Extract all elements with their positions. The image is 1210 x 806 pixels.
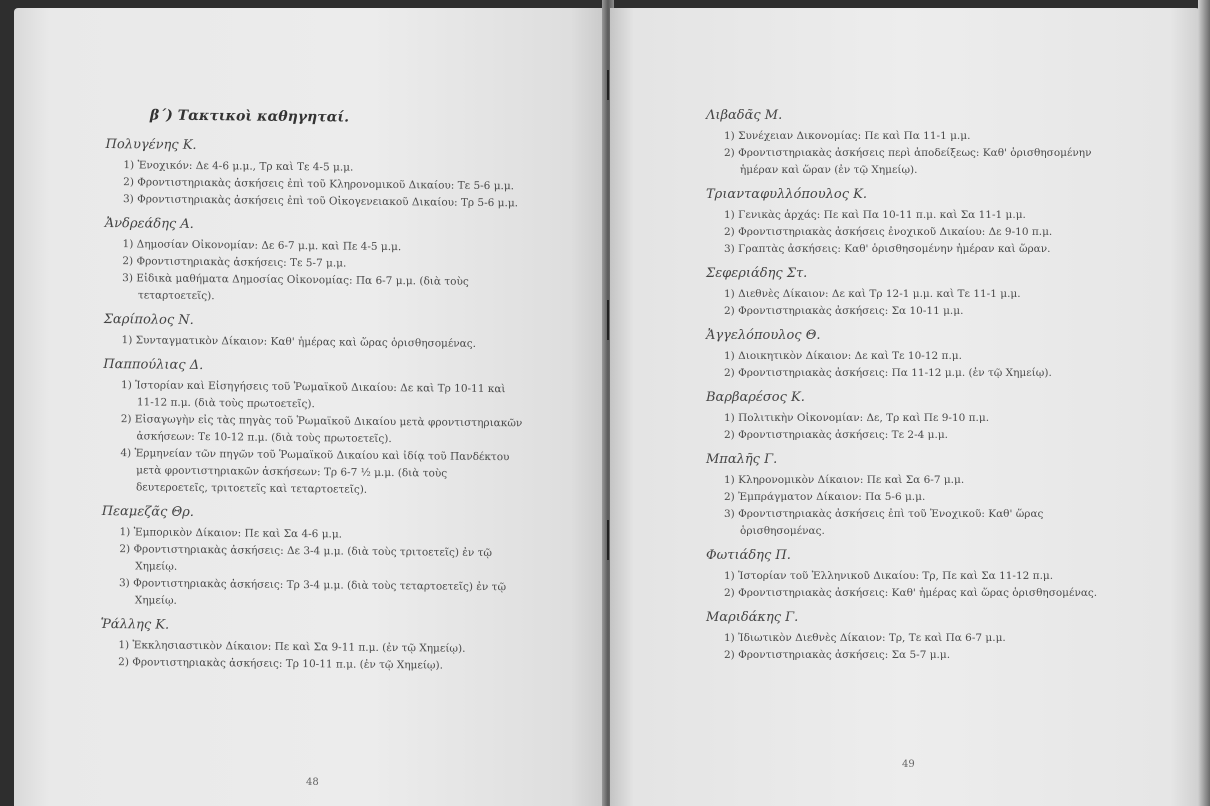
- professor-name: Μπαλῆς Γ.: [706, 452, 778, 467]
- course-item: 1) Ἱστορίαν καὶ Εἰσηγήσεις τοῦ Ῥωμαϊκοῦ Δικαίου: Δε καὶ Τρ 10-11 καὶ 11-12 π.μ. (διὰ τοὺς πρωτοετεῖς).: [121, 379, 506, 411]
- course-item: 2) Φροντιστηριακὰς ἀσκήσεις: Τε 5-7 μ.μ.: [122, 255, 347, 270]
- professor-name: Φωτιάδης Π.: [706, 548, 791, 563]
- course-item: 2) Εἰσαγωγὴν εἰς τὰς πηγὰς τοῦ Ῥωμαϊκοῦ Δικαίου μετὰ φροντιστηριακῶν ἀσκήσεων: Τε 10-12 π.μ. (διὰ τοὺς πρωτοετεῖς).: [120, 413, 523, 446]
- professor-name: Τριανταφυλλόπουλος Κ.: [706, 187, 867, 202]
- course-item: 1) Κληρονομικὸν Δίκαιον: Πε καὶ Σα 6-7 μ.μ.: [724, 474, 965, 486]
- professor-name: Λιβαδᾶς Μ.: [706, 108, 783, 123]
- course-item: 2) Φροντιστηριακὰς ἀσκήσεις: Πα 11-12 μ.μ. (ἐν τῷ Χημείῳ).: [724, 367, 1052, 379]
- course-item: 1) Δημοσίαν Οἰκονομίαν: Δε 6-7 μ.μ. καὶ Πε 4-5 μ.μ.: [122, 238, 402, 254]
- right-page: [610, 8, 1200, 806]
- course-item: 1) Ἐκκλησιαστικὸν Δίκαιον: Πε καὶ Σα 9-11 π.μ. (ἐν τῷ Χημείῳ).: [118, 639, 466, 655]
- course-item: 1) Διοικητικὸν Δίκαιον: Δε καὶ Τε 10-12 π.μ.: [724, 350, 962, 362]
- professor-name: Ἀνδρεάδης Α.: [104, 215, 194, 232]
- professor-name: Ἀγγελόπουλος Θ.: [706, 328, 821, 343]
- course-item: 1) Ἰδιωτικὸν Διεθνὲς Δίκαιον: Τρ, Τε καὶ Πα 6-7 μ.μ.: [724, 632, 1006, 644]
- professor-name: Σαρίπολος Ν.: [103, 311, 194, 328]
- professor-name: Βαρβαρέσος Κ.: [706, 390, 805, 405]
- course-item: 3) Φροντιστηριακὰς ἀσκήσεις ἐπὶ τοῦ Οἰκογενειακοῦ Δικαίου: Τρ 5-6 μ.μ.: [122, 193, 519, 210]
- professor-name: Πεαμεζᾶς Θρ.: [101, 503, 195, 520]
- course-item: 1) Ἐνοχικόν: Δε 4-6 μ.μ., Τρ καὶ Τε 4-5 μ.μ.: [123, 159, 354, 174]
- course-item: 1) Ἐμπορικὸν Δίκαιον: Πε καὶ Σα 4-6 μ.μ.: [119, 526, 343, 541]
- course-item: 4) Ἑρμηνείαν τῶν πηγῶν τοῦ Ῥωμαϊκοῦ Δικαίου καὶ ἰδίᾳ τοῦ Πανδέκτου μετὰ φροντιστηριακῶν ἀσκήσεων: Τρ 6-7 ½ μ.μ. (διὰ τοὺς δευτεροετεῖς, τριτοετεῖς καὶ τεταρτοετεῖς).: [120, 447, 510, 496]
- course-item: 2) Ἐμπράγματον Δίκαιον: Πα 5-6 μ.μ.: [724, 491, 926, 503]
- professor-name: Ῥάλλης Κ.: [100, 616, 170, 633]
- course-item: 2) Φροντιστηριακὰς ἀσκήσεις: Σα 5-7 μ.μ.: [724, 649, 951, 661]
- left-page: [14, 8, 606, 806]
- binding-stitch: [607, 70, 609, 100]
- course-item: 1) Πολιτικὴν Οἰκονομίαν: Δε, Τρ καὶ Πε 9-10 π.μ.: [724, 412, 990, 424]
- course-item: 3) Φροντιστηριακὰς ἀσκήσεις ἐπὶ τοῦ Ἐνοχικοῦ: Καθ' ὥρας ὁρισθησομένας.: [724, 508, 1044, 537]
- professor-name: Παππούλιας Δ.: [103, 356, 204, 374]
- course-item: 3) Εἰδικὰ μαθήματα Δημοσίας Οἰκονομίας: Πα 6-7 μ.μ. (διὰ τοὺς τεταρτοετεῖς).: [122, 272, 469, 303]
- left-page-content: [100, 106, 526, 675]
- course-item: 1) Διεθνὲς Δίκαιον: Δε καὶ Τρ 12-1 μ.μ. καὶ Τε 11-1 μ.μ.: [724, 288, 1021, 300]
- binding-stitch: [607, 520, 609, 560]
- professor-name: Πολυγένης Κ.: [105, 136, 197, 153]
- course-item: 2) Φροντιστηριακὰς ἀσκήσεις: Τε 2-4 μ.μ.: [724, 429, 948, 441]
- course-item: 3) Γραπτὰς ἀσκήσεις: Καθ' ὁρισθησομένην ἡμέραν καὶ ὥραν.: [724, 243, 1051, 255]
- page-edge-shadow: [1198, 0, 1210, 806]
- course-item: 2) Φροντιστηριακὰς ἀσκήσεις ἐνοχικοῦ Δικαίου: Δε 9-10 π.μ.: [724, 226, 1053, 238]
- section-title: β΄) Τακτικοὶ καθηγηταί.: [149, 107, 350, 126]
- binding-stitch: [607, 300, 609, 340]
- course-item: 2) Φροντιστηριακὰς ἀσκήσεις περὶ ἀποδείξεως: Καθ' ὁρισθησομένην ἡμέραν καὶ ὥραν (ἐν τῷ Χημείῳ).: [724, 147, 1092, 176]
- course-item: 3) Φροντιστηριακὰς ἀσκήσεις: Τρ 3-4 μ.μ. (διὰ τοὺς τεταρτοετεῖς) ἐν τῷ Χημείῳ.: [118, 577, 507, 607]
- course-item: 2) Φροντιστηριακὰς ἀσκήσεις: Δε 3-4 μ.μ. (διὰ τοὺς τριτοετεῖς) ἐν τῷ Χημείῳ.: [119, 543, 493, 573]
- course-item: 1) Ἱστορίαν τοῦ Ἑλληνικοῦ Δικαίου: Τρ, Πε καὶ Σα 11-12 π.μ.: [724, 570, 1054, 582]
- course-item: 2) Φροντιστηριακὰς ἀσκήσεις: Σα 10-11 μ.μ.: [724, 305, 964, 317]
- page-number: 49: [902, 759, 915, 770]
- right-page-content: [706, 106, 1126, 664]
- course-item: 1) Γενικὰς ἀρχάς: Πε καὶ Πα 10-11 π.μ. καὶ Σα 11-1 μ.μ.: [724, 209, 1026, 221]
- course-item: 1) Συνταγματικὸν Δίκαιον: Καθ' ἡμέρας καὶ ὥρας ὁρισθησομένας.: [121, 334, 477, 350]
- course-item: 2) Φροντιστηριακὰς ἀσκήσεις ἐπὶ τοῦ Κληρονομικοῦ Δικαίου: Τε 5-6 μ.μ.: [123, 176, 515, 193]
- course-item: 2) Φροντιστηριακὰς ἀσκήσεις: Καθ' ἡμέρας καὶ ὥρας ὁρισθησομένας.: [724, 587, 1098, 599]
- professor-name: Σεφεριάδης Στ.: [706, 266, 808, 281]
- professor-name: Μαριδάκης Γ.: [706, 610, 799, 625]
- course-item: 1) Συνέχειαν Δικονομίας: Πε καὶ Πα 11-1 μ.μ.: [724, 130, 971, 142]
- course-item: 2) Φροντιστηριακὰς ἀσκήσεις: Τρ 10-11 π.μ. (ἐν τῷ Χημείῳ).: [118, 656, 444, 672]
- page-number: 48: [306, 777, 319, 788]
